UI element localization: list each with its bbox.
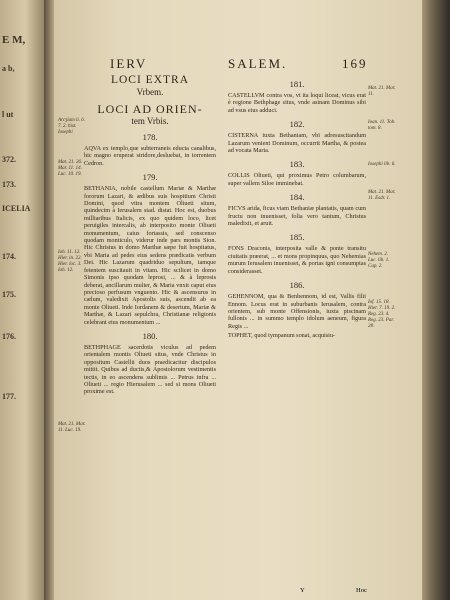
entry-text: CASTELLVM contra vos, vt ita loqui liceat, vicus erat è regione Bethphage situs, vnde asinam Dominus sibi ad vsus eius adduci.: [228, 92, 366, 114]
left-page-snippet: 372.: [2, 155, 16, 164]
section-subheading: tem Vrbis.: [131, 116, 169, 126]
entry-number: 184.: [289, 192, 305, 203]
entry-number: 185.: [289, 232, 305, 243]
margin-note: Nehem. 2. Luc. lib. 1. Cap. 2.: [368, 252, 390, 269]
margin-note: Mat. 21. Mar. 11.: [368, 86, 396, 97]
right-column: [228, 74, 366, 342]
entry-number: 178.: [142, 132, 158, 142]
entry-text: GEHENNOM, qua & Benhennom, id est, Vallis filii Ennom. Locus erat in suburbanis Ierusalem, contra orientem, sub monte Offensionis, iuxta piscinam fullonis ... in summo templo idolum aeneum, figura Regis ...: [228, 293, 366, 330]
margin-note: Mat. 21. Mar. 11. Esdr. 1.: [368, 190, 396, 201]
entry-number: 181.: [289, 79, 305, 89]
entry-number: 180.: [142, 330, 158, 341]
entry-text-continuation: TOPHET, quod tympanum sonat, acquisiu-: [228, 332, 336, 340]
margin-note: Mat. 21. 26. Mar. 11. 14. Luc. 10. 19.: [58, 160, 83, 177]
left-page-snippet: 175.: [2, 290, 16, 299]
entry-text: COLLIS Oliueti, qui proximus Petro columbarum, super vallem Siloe imminebat.: [228, 172, 366, 187]
left-page-edge: [0, 0, 46, 600]
margin-note: Mat. 21. Mar. 11. Luc. 19.: [58, 422, 86, 433]
page-edge-shadow: [422, 0, 450, 600]
catchword: Hoc: [356, 587, 367, 594]
left-page-snippet: ICELIA: [2, 204, 31, 213]
page-number: 169: [342, 56, 368, 71]
left-page-snippet: 176.: [2, 332, 16, 341]
entry-text: FONS Draconis, interposita valle & ponte transitu ciuitatis præerat, ... et mons propinquus, quo Nehemias murum Ierusalem inuenisset, & portas igni consumptas considerasset.: [228, 245, 366, 275]
entry-number: 179.: [142, 172, 158, 183]
entry-text: CISTERNA iuxta Bethaniam, vbi adresuscitandum Lazarum venient Dominum, occurrit Martha, & postea ad vocata Maria.: [228, 132, 366, 155]
signature-mark: Y: [300, 587, 305, 594]
margin-note: Ioan. 11. Tob. tom. 8.: [368, 120, 396, 131]
margin-note: Iof. 15. 18. Hier. 7. 19. 2. Reg. 23. 4. Reg. 23. Par. 28.: [368, 300, 396, 329]
entry-number: 182.: [289, 119, 305, 130]
entry-number: 183.: [289, 159, 305, 170]
margin-note: Iosephi lib. 6.: [368, 162, 396, 167]
left-page-snippet: 173.: [2, 180, 16, 189]
left-page-snippet: 177.: [2, 392, 16, 401]
section-heading: LOCI EXTRA: [110, 74, 190, 86]
running-head-right: SALEM.: [228, 56, 288, 71]
left-page-snippet: 174.: [2, 252, 16, 261]
left-page-snippet: a b,: [2, 64, 15, 73]
entry-text: FICVS arida, ficus viam Bethaniæ plantatis, quam cum fructu non inuenisset, folia vero tantum, Christus maledixit, et aruit.: [228, 205, 366, 228]
entry-number: 186.: [289, 280, 305, 291]
section-heading: LOCI AD ORIEN-: [97, 102, 203, 116]
section-subheading: Vrbem.: [136, 87, 164, 97]
left-column: [84, 74, 216, 398]
margin-note: Arcʒiam li. 6. 7. 2. hist. Iosephi: [58, 118, 86, 135]
entry-text: BETHANIA, nobile castellum Mariæ & Marthæ fororum Lazari, & ædibus suis hospitium Christi Domini, quod vitra montem Oliueti situm, quindecim à Ierusalem stad. distat. Hoc est, duobus milliaribus Italicis, ex quo quidem loco, licet peruigiles intercalis, ab interposito monte Oliueti monumentum, caius fortassis, sed conscenso quodam monticulo, viderur inde pars montis Sion. Hic Christus in domo Marthæ sæpe fuit hospitatus, vbi Maria ad pedes eius sedens prædicatis verbum Dei. Hic Lazarum quadriduo sepultum, iamque fetentem suscitauit in vitam. Hic scilicet in domo Simonis ipso quodam leprosi, ... & à leprosis deberat, ancillarum mulier, & Maria vnxit caput eius precioso perfusum vnguento. Hic & ascensurus in cælum, valedixit Apostolis suis, ascendit ab ea monte Oliueti. Inde Iordanem & desertum, Mariæ & Marthæ, & Lazari sepulchra, Christianæ religionis celebrant eius monumentum ...: [84, 185, 216, 326]
entry-text: AQVA ex templo,que subterraneis educta canalibus, hic magno eruperat stridore,desluebat, in torrentem Cedron.: [84, 145, 216, 167]
margin-note: Ioh. 11. 12. Hier. in. 22. Hier. loc. 3. Ioh. 12.: [58, 250, 82, 273]
running-head-left: IERV: [110, 56, 148, 71]
entry-text: BETHPHAGE sacerdotis viculus ad pedem orientalem montis Oliueti situs, vnde Christus in oppositum Castellū duos praedicacitur discipulos mittit. Quibus ad ductis,& Apostolorum vestimentis tectis, in eo ascendens sublimis ... Petrus infra ... Oliueti ... regio Hierusalem ... sed si mons Oliueti proxime est.: [84, 343, 216, 396]
left-page-snippet: E M,: [2, 34, 26, 46]
left-page-snippet: l ut: [2, 110, 14, 119]
